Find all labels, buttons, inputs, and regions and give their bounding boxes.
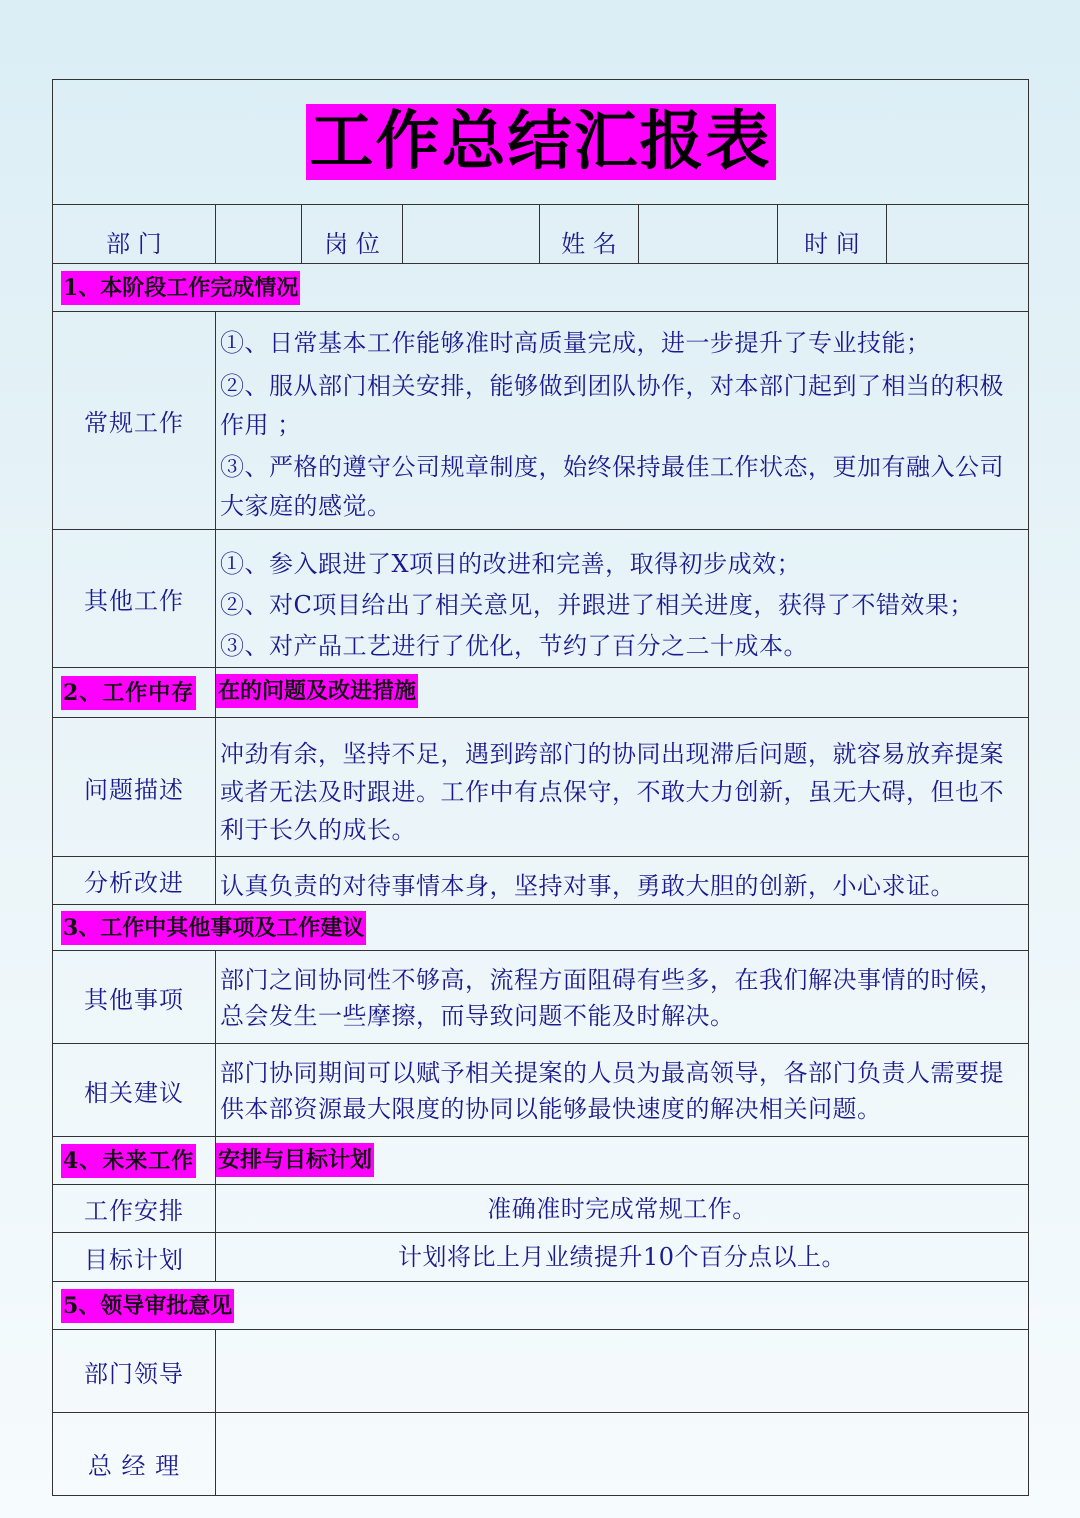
section2-heading-b: 在的问题及改进措施 (216, 674, 418, 708)
section1-heading: 1、本阶段工作完成情况 (61, 271, 300, 305)
gm-opinion-cell[interactable] (216, 1413, 1028, 1495)
other-line-1: ①、参入跟进了X项目的改进和完善，取得初步成效； (220, 550, 802, 578)
other-matters-label: 其他事项 (53, 951, 216, 1043)
problem-text: 冲劲有余，坚持不足，遇到跨部门的协同出现滞后问题，就容易放弃提案或者无法及时跟进。工作中有点保守，不敢大力创新，虽无大碍，但也不利于长久的成长。 (220, 740, 1004, 844)
post-value-cell[interactable] (403, 205, 540, 263)
analysis-content (216, 857, 1028, 904)
other-work-label: 其他工作 (53, 530, 216, 667)
section2-heading-cell (53, 668, 216, 717)
dept-label: 部 门 (53, 205, 216, 263)
dept-leader-opinion-cell[interactable] (216, 1330, 1028, 1412)
page-title: 工作总结汇报表 (306, 104, 776, 180)
target-plan-text: 计划将比上月业绩提升10个百分点以上。 (397, 1243, 847, 1271)
dept-leader-label: 部门领导 (53, 1330, 216, 1412)
advice-label: 相关建议 (53, 1044, 216, 1136)
routine-line-3: ③、严格的遵守公司规章制度，始终保持最佳工作状态，更加有融入公司大家庭的感觉。 (220, 453, 1004, 520)
section5-heading-row (53, 1282, 1028, 1330)
routine-line-1: ①、日常基本工作能够准时高质量完成，进一步提升了专业技能； (220, 329, 931, 357)
routine-line-2: ②、服从部门相关安排，能够做到团队协作，对本部门起到了相当的积极作用 ； (220, 372, 1004, 439)
section4-heading-b: 安排与目标计划 (216, 1143, 374, 1177)
other-line-2: ②、对C项目给出了相关意见，并跟进了相关进度，获得了不错效果； (220, 591, 974, 619)
analysis-text: 认真负责的对待事情本身，坚持对事，勇敢大胆的创新，小心求证。 (220, 872, 955, 900)
section1-heading-row (53, 264, 1028, 312)
work-plan-row (53, 1185, 1028, 1233)
section4-heading-row (53, 1137, 1028, 1185)
routine-work-label: 常规工作 (53, 312, 216, 529)
problem-content (216, 718, 1028, 856)
problem-row (53, 718, 1028, 857)
gm-row (53, 1413, 1028, 1495)
time-value-cell[interactable] (887, 205, 1028, 263)
advice-content (216, 1044, 1028, 1136)
target-plan-content (216, 1233, 1028, 1281)
section3-heading-row (53, 905, 1028, 951)
section4-heading-cell (53, 1137, 216, 1184)
gm-label: 总 经 理 (53, 1413, 216, 1495)
name-value-cell[interactable] (639, 205, 778, 263)
advice-row (53, 1044, 1028, 1137)
dept-value-cell[interactable] (216, 205, 302, 263)
info-header-row (53, 205, 1028, 264)
section2-heading-a: 2、工作中存 (61, 676, 196, 710)
other-matters-content (216, 951, 1028, 1043)
name-label: 姓 名 (540, 205, 639, 263)
other-work-row (53, 530, 1028, 668)
other-matters-row (53, 951, 1028, 1044)
post-label: 岗 位 (302, 205, 403, 263)
summary-form (52, 79, 1029, 1496)
routine-work-row (53, 312, 1028, 530)
section5-heading: 5、领导审批意见 (61, 1289, 234, 1323)
work-plan-label: 工作安排 (53, 1185, 216, 1232)
title-row (53, 80, 1028, 205)
other-work-content (216, 530, 1028, 667)
other-matters-text: 部门之间协同性不够高，流程方面阻碍有些多，在我们解决事情的时候，总会发生一些摩擦，而导致问题不能及时解决。 (220, 966, 1004, 1030)
work-plan-content (216, 1185, 1028, 1232)
other-line-3: ③、对产品工艺进行了优化，节约了百分之二十成本。 (220, 632, 808, 660)
time-label: 时 间 (778, 205, 887, 263)
problem-label: 问题描述 (53, 718, 216, 856)
section3-heading: 3、工作中其他事项及工作建议 (61, 911, 366, 945)
target-plan-row (53, 1233, 1028, 1282)
target-plan-label: 目标计划 (53, 1233, 216, 1281)
analysis-row (53, 857, 1028, 905)
work-plan-text: 准确准时完成常规工作。 (487, 1195, 757, 1223)
routine-work-content (216, 312, 1028, 529)
section4-heading-a: 4、未来工作 (61, 1144, 196, 1178)
advice-text: 部门协同期间可以赋予相关提案的人员为最高领导，各部门负责人需要提供本部资源最大限度的协同以能够最快速度的解决相关问题。 (220, 1059, 1004, 1123)
dept-leader-row (53, 1330, 1028, 1413)
section2-heading-row (53, 668, 1028, 718)
analysis-label: 分析改进 (53, 857, 216, 904)
